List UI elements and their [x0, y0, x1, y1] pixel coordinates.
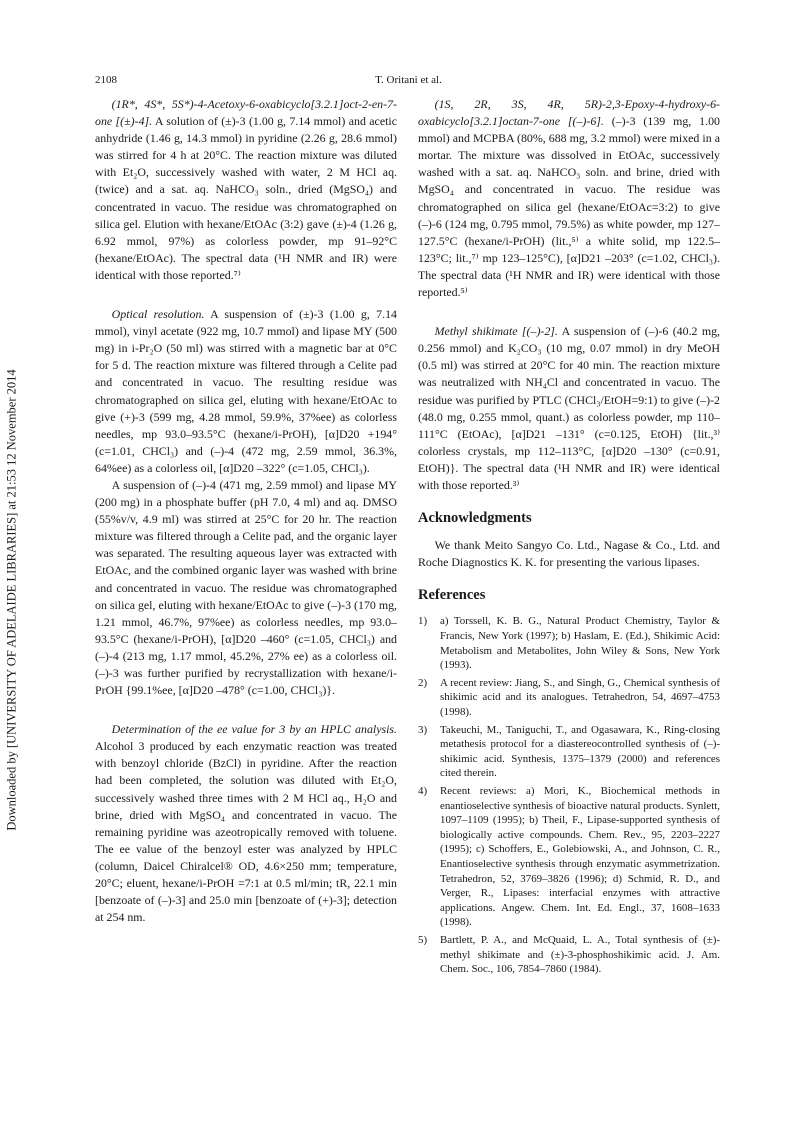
paragraph-title: Optical resolution. — [111, 307, 205, 322]
paragraph-title: Methyl shikimate [(–)-2]. — [434, 324, 558, 339]
paragraph-optical-resolution — [95, 306, 397, 477]
paragraph-body: Alcohol 3 produced by each enzymatic reaction was treated with benzoyl chloride (BzCl) in pyridine. After the reaction had been completed, the solution was diluted with Et₂O, successively washed three times with 2 M HCl aq., H₂O and brine, dried with MgSO₄ and concentrated in vacuo. The remaining pyridine was azeotropically removed with toluene. The ee value of the benzoyl ester was analyzed by HPLC (column, Daicel Chiralcel® OD, 4.6×250 mm; temperature, 20°C; eluent, hexane/i-PrOH =7:1 at 0.5 ml/min; tR, 22.1 min [benzoate of (–)-3] and 25.0 min [benzoate of (+)-3]; detection at 254 nm. — [95, 739, 397, 925]
page-number: 2108 — [95, 74, 117, 86]
reference-text: Takeuchi, M., Taniguchi, T., and Ogasawara, K., Ring-closing metathesis protocol for a diastereocontrolled synthesis of (–)-shikimic acid. Synthesis, 1375–1379 (2000) and references cited therein. — [440, 723, 720, 780]
paragraph-hplc — [95, 721, 397, 926]
reference-text: A recent review: Jiang, S., and Singh, G., Chemical synthesis of shikimic acid and its analogues. Tetrahedron, 54, 4697–4753 (1998). — [440, 676, 720, 718]
download-watermark — [2, 320, 22, 880]
reference-item — [418, 784, 720, 930]
paragraph-hydrolysis: A suspension of (–)-4 (471 mg, 2.59 mmol) and lipase MY (200 mg) in a phosphate buffer (pH 7.0, 4 ml) and aq. DMSO (55%v/v, 4.9 ml) was stirred at 25°C for 20 hr. The reaction mixture was filtered through a Celite pad, and the organic layer was separated. The resulting aqueous layer was extracted with EtOAc, and the combined organic layer was washed with brine and concentrated in vacuo. The residue was chromatographed on silica gel, eluting with hexane/EtOAc to give (–)-3 (170 mg, 1.21 mmol, 46.7%, 97%ee) as colorless needles, mp 93.0–93.5°C (hexane/i-PrOH), [α]D20 –460° (c=1.05, CHCl₃) and (–)-4 (213 mg, 1.17 mmol, 45.2%, 27% ee) as a colorless oil. (–)-3 was further purified by recrystallization with hexane/i-PrOH {99.1%ee, [α]D20 –478° (c=1.00, CHCl₃)}. — [95, 477, 397, 698]
acknowledgments-text: We thank Meito Sangyo Co. Ltd., Nagase & Co., Ltd. and Roche Diagnostics K. K. for presenting the various lipases. — [418, 538, 720, 570]
paragraph-body: (–)-3 (139 mg, 1.00 mmol) and MCPBA (80%, 688 mg, 3.2 mmol) were mixed in a mortar. The mixture was dissolved in EtOAc, successively washed with a sat. aq. NaHCO₃ soln. and brine, dried with MgSO₄ and concentrated in vacuo. The residue was chromatographed on silica gel (hexane/EtOAc=3:2) to give (–)-6 (124 mg, 0.795 mmol, 79.5%) as white powder, mp 127–127.5°C (hexane/i-PrOH) (lit.,⁵⁾ a white solid, mp 122.5–123°C; lit.,⁷⁾ mp 123–125°C), [α]D21 –203° (c=1.02, CHCl₃). The spectral data (¹H NMR and IR) were identical with those reported.⁵⁾ — [418, 114, 720, 300]
right-column — [418, 96, 720, 980]
paragraph-title: (1S, 2R, 3S, 4R, 5R)-2,3-Epoxy-4-hydroxy-6-oxabicyclo[3.2.1]octan-7-one [(–)-6]. — [418, 97, 720, 129]
references-list — [418, 614, 720, 976]
reference-text: Recent reviews: a) Mori, K., Biochemical methods in enantioselective synthesis of bioactive natural products. Synlett, 1097–1109 (1995); b) Theil, F., Lipase-supported synthesis of biologically active compounds. Chem. Rev., 95, 2203–2227 (1995); c) Schoffers, E., Golebiowski, A., and Johnson, C. R., Enantioselective synthesis through enzymatic asymmetrization. Tetrahedron, 52, 3769–3826 (1996); d) Schmid, R. D., and Verger, R., Lipases: interfacial enzymes with attractive applications. Angew. Chem. Int. Ed. Engl., 37, 1608–1633 (1998). — [440, 784, 720, 929]
paragraph-methyl-shikimate — [418, 323, 720, 494]
reference-number: 4) — [418, 784, 428, 797]
reference-number: 5) — [418, 933, 428, 946]
paragraph-epoxide — [418, 96, 720, 301]
reference-text: Bartlett, P. A., and McQuaid, L. A., Total synthesis of (±)-methyl shikimate and (±)-3-phosphoshikimic acid. J. Am. Chem. Soc., 106, 7854–7860 (1984). — [440, 933, 720, 976]
left-column — [95, 96, 397, 926]
reference-item — [418, 933, 720, 977]
paragraph-acetoxy — [95, 96, 397, 284]
paragraph-title: (1R*, 4S*, 5S*)-4-Acetoxy-6-oxabicyclo[3.2.1]oct-2-en-7-one [(±)-4]. — [95, 97, 397, 129]
reference-item — [418, 614, 720, 672]
references-heading: References — [418, 587, 486, 604]
download-notice: Downloaded by [UNIVERSITY OF ADELAIDE LIBRARIES] at 21:53 12 November 2014 — [4, 369, 19, 831]
reference-number: 1) — [418, 615, 428, 628]
page-header — [95, 74, 722, 90]
paragraph-body: A solution of (±)-3 (1.00 g, 7.14 mmol) and acetic anhydride (1.46 g, 14.3 mmol) in pyridine (2.26 g, 28.6 mmol) was stirred for 4 h at 20°C. The reaction mixture was diluted with Et₂O, successively washed with water, 2 M HCl aq. (twice) and a sat. aq. NaHCO₃ soln., dried (MgSO₄) and concentrated in vacuo. The residue was chromatographed on silica gel. Elution with hexane/EtOAc (3:2) gave (±)-4 (1.26 g, 6.92 mmol, 97%) as colorless powder, mp 91–92°C (hexane/EtOAc). The spectral data (¹H NMR and IR) were identical with those reported.⁷⁾ — [95, 114, 397, 282]
acknowledgments-heading: Acknowledgments — [418, 510, 532, 527]
reference-item — [418, 676, 720, 720]
running-head: T. Oritani et al. — [375, 74, 442, 86]
paragraph-body: A suspension of (±)-3 (1.00 g, 7.14 mmol), vinyl acetate (922 mg, 10.7 mmol) and lipase MY (500 mg) in i-Pr₂O (50 ml) was stirred with a magnetic bar at 0°C for 5 d. The reaction mixture was filtered through a Celite pad and concentrated in vacuo. The resulting residue was chromatographed on silica gel, eluting with hexane/EtOAc to give (+)-3 (599 mg, 4.28 mmol, 59.9%, 37%ee) as colorless needles, mp 93.0–93.5°C (hexane/i-PrOH), [α]D20 +194° (c=1.01, CHCl₃) and (–)-4 (472 mg, 2.59 mmol, 36.3%, 64%ee) as a colorless oil, [α]D20 –322° (c=1.05, CHCl₃). — [95, 307, 397, 475]
paragraph-title: Determination of the ee value for 3 by an HPLC analysis. — [111, 722, 397, 737]
reference-item — [418, 723, 720, 781]
reference-number: 3) — [418, 723, 428, 736]
reference-text: a) Torssell, K. B. G., Natural Product Chemistry, Taylor & Francis, New York (1997); b) Haslam, E. (Ed.), Shikimic Acid: Metabolism and Metabolites, John Wiley & Sons, New York (1993). — [440, 615, 720, 672]
reference-number: 2) — [418, 676, 428, 689]
paragraph-body: A suspension of (–)-6 (40.2 mg, 0.256 mmol) and K₂CO₃ (10 mg, 0.07 mmol) in dry MeOH (0.5 ml) was stirred at 20°C for 40 min. The reaction mixture was neutralized with NH₄Cl and concentrated in vacuo. The residue was purified by PTLC (CHCl₃/EtOH=9:1) to give (–)-2 (48.0 mg, 0.255 mmol, quant.) as colorless powder, mp 110–111°C (EtOAc), [α]D21 –131° (c=0.125, EtOH) {lit.,³⁾ colorless crystals, mp 112–113°C, [α]D20 –130° (c=0.91, EtOH)}. The spectral data (¹H NMR and IR) were identical with those reported.³⁾ — [418, 324, 720, 492]
